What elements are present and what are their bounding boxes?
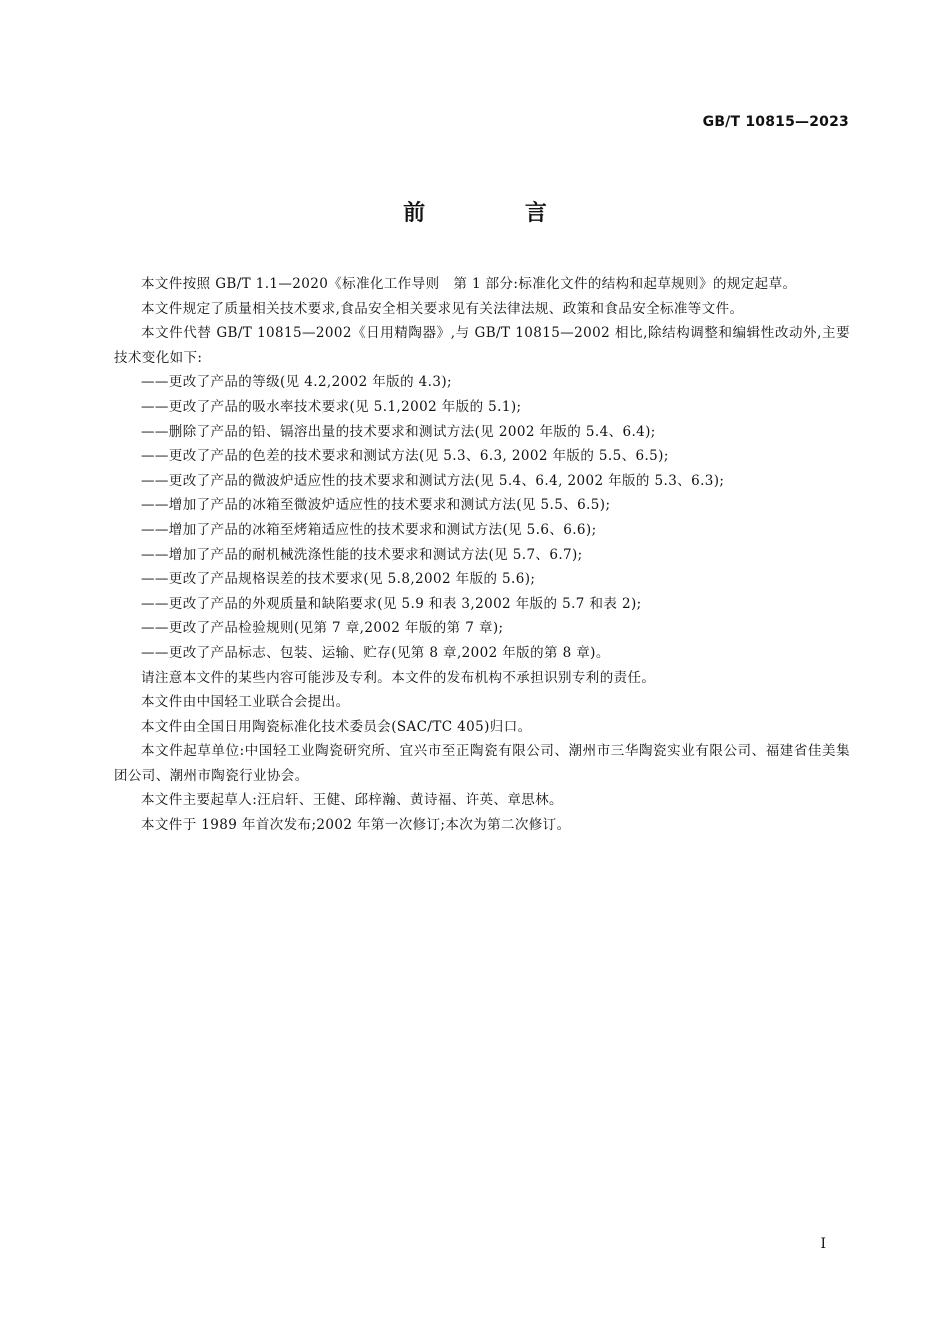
list-item: ——更改了产品的微波炉适应性的技术要求和测试方法(见 5.4、6.4, 2002 年版的 5.3、6.3); <box>141 472 725 489</box>
page-number: I <box>820 1236 826 1252</box>
paragraph-proposer: 本文件由中国轻工业联合会提出。 <box>141 694 350 711</box>
list-item: ——更改了产品标志、包装、运输、贮存(见第 8 章,2002 年版的第 8 章)。 <box>141 644 610 661</box>
list-item: ——更改了产品的色差的技术要求和测试方法(见 5.3、6.3, 2002 年版的 5.5、6.5); <box>141 448 669 465</box>
list-item: ——增加了产品的冰箱至微波炉适应性的技术要求和测试方法(见 5.5、6.5); <box>141 497 611 514</box>
list-item: ——更改了产品规格误差的技术要求(见 5.8,2002 年版的 5.6); <box>141 571 536 588</box>
paragraph-patent-notice: 请注意本文件的某些内容可能涉及专利。本文件的发布机构不承担识别专利的责任。 <box>141 669 656 686</box>
list-item: ——更改了产品检验规则(见第 7 章,2002 年版的第 7 章); <box>141 620 504 637</box>
list-item: ——删除了产品的铅、镉溶出量的技术要求和测试方法(见 2002 年版的 5.4、6.4); <box>141 423 656 440</box>
paragraph-drafters: 本文件主要起草人:汪启轩、王健、邱梓瀚、黄诗福、许英、章思林。 <box>141 792 563 809</box>
foreword-body <box>114 272 850 838</box>
change-list <box>114 370 850 665</box>
paragraph-drafting-units: 本文件起草单位:中国轻工业陶瓷研究所、宜兴市至正陶瓷有限公司、潮州市三华陶瓷实业有限公司、福建省佳美集团公司、潮州市陶瓷行业协会。 <box>114 743 850 784</box>
document-code: GB/T 10815—2023 <box>702 114 849 130</box>
list-item: ——更改了产品的等级(见 4.2,2002 年版的 4.3); <box>141 374 452 391</box>
list-item: ——更改了产品的外观质量和缺陷要求(见 5.9 和表 3,2002 年版的 5.7 和表 2); <box>141 595 642 612</box>
paragraph-history: 本文件于 1989 年首次发布;2002 年第一次修订;本次为第二次修订。 <box>141 817 571 834</box>
page-title: 前 言 <box>403 201 593 226</box>
paragraph-replacement: 本文件代替 GB/T 10815—2002《日用精陶器》,与 GB/T 10815—2002 相比,除结构调整和编辑性改动外,主要技术变化如下: <box>114 325 850 366</box>
paragraph-committee: 本文件由全国日用陶瓷标准化技术委员会(SAC/TC 405)归口。 <box>141 718 532 735</box>
list-item: ——增加了产品的耐机械洗涤性能的技术要求和测试方法(见 5.7、6.7); <box>141 546 583 563</box>
list-item: ——更改了产品的吸水率技术要求(见 5.1,2002 年版的 5.1); <box>141 398 522 415</box>
paragraph-scope: 本文件规定了质量相关技术要求,食品安全相关要求见有关法律法规、政策和食品安全标准等文件。 <box>141 300 744 317</box>
paragraph-drafting-rules: 本文件按照 GB/T 1.1—2020《标准化工作导则 第 1 部分:标准化文件的结构和起草规则》的规定起草。 <box>141 276 797 292</box>
list-item: ——增加了产品的冰箱至烤箱适应性的技术要求和测试方法(见 5.6、6.6); <box>141 521 597 538</box>
